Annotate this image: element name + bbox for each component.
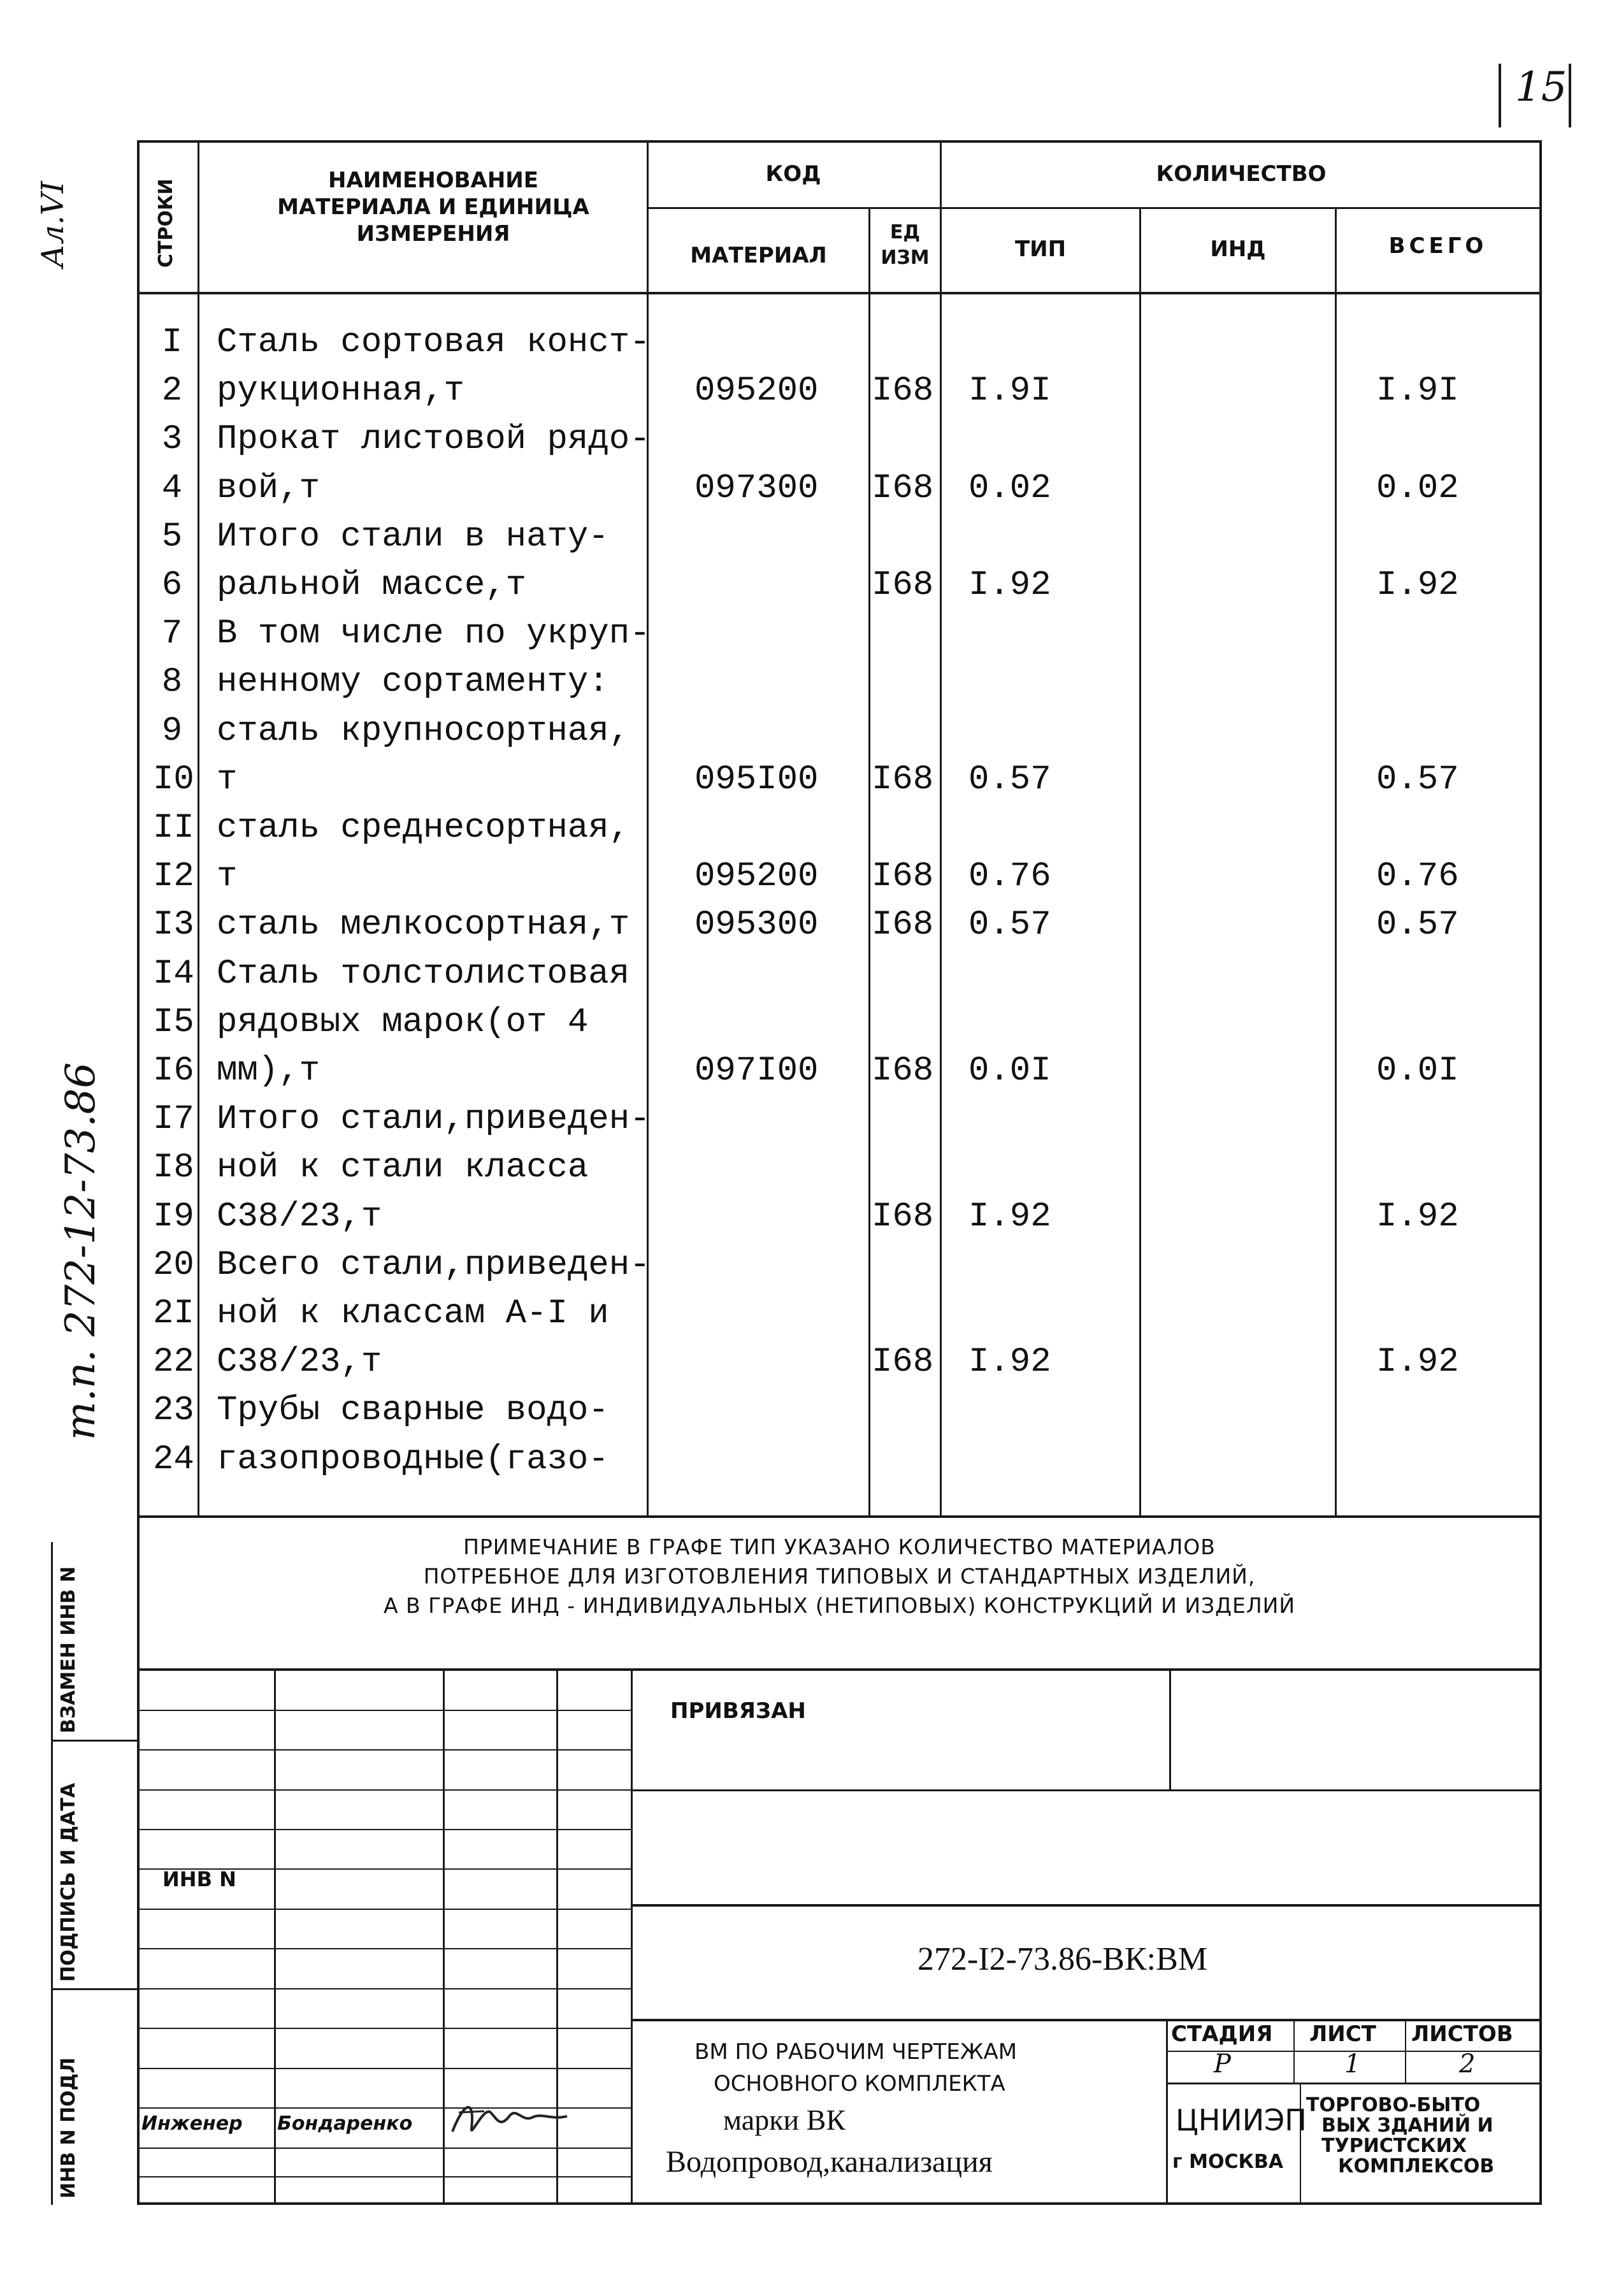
row-number: 9 (161, 711, 183, 751)
row-qty-total: I.9I (1376, 372, 1459, 411)
row-number: I4 (153, 954, 194, 993)
row-material-name: сталь среднесортная, (217, 809, 630, 848)
table-row (0, 756, 1542, 804)
row-number: 5 (161, 517, 183, 556)
row-material-name: Итого стали,приведен- (217, 1100, 651, 1139)
zone-label-inv-original: ИНВ N ПОДЛ (57, 2057, 80, 2199)
row-number: 23 (153, 1391, 194, 1431)
table-row (0, 1387, 1542, 1435)
note-line-3: А В ГРАФЕ ИНД - ИНДИВИДУАЛЬНЫХ (НЕТИПОВЫХ) КОНСТРУКЦИЙ И ИЗДЕЛИЙ (383, 1593, 1296, 1618)
header-unit: ЕД ИЗМ (881, 221, 930, 269)
row-number: 8 (161, 663, 183, 702)
row-number: I3 (153, 906, 194, 945)
row-number: 7 (161, 614, 183, 654)
row-number: 6 (161, 566, 183, 605)
row-number: I8 (153, 1148, 194, 1188)
table-row (0, 610, 1542, 658)
row-material-name: сталь мелкосортная,т (217, 906, 630, 945)
row-qty-total: I.92 (1376, 566, 1459, 605)
engineer-role: Инженер (141, 2112, 243, 2135)
header-total: ВСЕГО (1388, 233, 1488, 259)
row-material-name: т (217, 857, 238, 897)
header-code: КОД (765, 161, 821, 187)
engineer-name: Бондаренко (277, 2112, 413, 2135)
row-number: I7 (153, 1100, 194, 1139)
header-material-name: НАИМЕНОВАНИЕ МАТЕРИАЛА И ЕДИНИЦА ИЗМЕРЕНИЯ (277, 168, 589, 247)
row-material-name: рядовых марок(от 4 (217, 1002, 589, 1042)
row-qty-type: I.92 (968, 1197, 1051, 1236)
row-material-name: газопроводные(газо- (217, 1440, 609, 1479)
row-qty-total: I.92 (1376, 1343, 1459, 1382)
row-number: I2 (153, 857, 194, 897)
row-qty-type: 0.57 (968, 906, 1051, 945)
table-row (0, 999, 1542, 1047)
row-material-name: рукционная,т (217, 372, 464, 411)
row-material-code: 095200 (694, 372, 819, 411)
inv-no-label: ИНВ N (162, 1867, 236, 1891)
doc-desc-line-1: ВМ ПО РАБОЧИМ ЧЕРТЕЖАМ (694, 2039, 1018, 2065)
row-unit-code: I68 (872, 906, 934, 945)
row-number: 22 (153, 1343, 194, 1382)
sheet-value: 1 (1344, 2049, 1361, 2079)
row-material-name: С38/23,т (217, 1197, 382, 1236)
row-material-name: ральной массе,т (217, 566, 527, 605)
row-number: 3 (161, 420, 183, 459)
row-material-code: 097I00 (694, 1051, 819, 1090)
table-row (0, 1290, 1542, 1338)
row-number: 24 (153, 1440, 194, 1479)
org-department: ТОРГОВО-БЫТО ВЫХ ЗДАНИЙ И ТУРИСТСКИХ КОМПЛЕКСОВ (1306, 2094, 1495, 2177)
row-unit-code: I68 (872, 468, 934, 508)
doc-desc-line-4: Водопровод,канализация (666, 2145, 993, 2179)
row-unit-code: I68 (872, 566, 934, 605)
row-qty-type: 0.57 (968, 760, 1051, 799)
stage-value: Р (1214, 2049, 1231, 2079)
note-block (140, 1533, 1539, 1621)
org-city: г МОСКВА (1172, 2151, 1284, 2173)
row-qty-type: 0.02 (968, 468, 1051, 508)
table-row (0, 1047, 1542, 1095)
row-unit-code: I68 (872, 857, 934, 897)
row-qty-type: I.9I (968, 372, 1051, 411)
row-material-name: Итого стали в нату- (217, 517, 609, 556)
table-row (0, 1338, 1542, 1387)
row-material-name: ной к стали класса (217, 1148, 589, 1188)
project-number-handwritten: т.п. 272-12-73.86 (57, 1062, 104, 1440)
row-number: 2I (153, 1294, 194, 1333)
table-row (0, 465, 1542, 513)
row-number: 20 (153, 1245, 194, 1285)
row-material-code: 095I00 (694, 760, 819, 799)
zone-label-replace-inv: ВЗАМЕН ИНВ N (57, 1566, 80, 1733)
table-row (0, 901, 1542, 949)
sheet-label: ЛИСТ (1309, 2021, 1376, 2047)
table-row (0, 319, 1542, 367)
table-row (0, 561, 1542, 610)
note-line-1: ПРИМЕЧАНИЕ В ГРАФЕ ТИП УКАЗАНО КОЛИЧЕСТВО МАТЕРИАЛОВ (463, 1534, 1216, 1559)
row-unit-code: I68 (872, 1051, 934, 1090)
row-material-name: ной к классам А-I и (217, 1294, 609, 1333)
table-row (0, 513, 1542, 561)
row-qty-type: I.92 (968, 1343, 1051, 1382)
row-qty-type: 0.0I (968, 1051, 1051, 1090)
row-material-name: Трубы сварные водо- (217, 1391, 609, 1431)
row-material-name: В том числе по укруп- (217, 614, 651, 654)
row-material-name: Прокат листовой рядо- (217, 420, 651, 459)
header-material: МАТЕРИАЛ (690, 243, 827, 268)
row-material-name: Всего стали,приведен- (217, 1245, 651, 1285)
row-qty-total: 0.57 (1376, 760, 1459, 799)
document-code: 272-I2-73.86-ВК:ВМ (917, 1941, 1207, 1977)
row-qty-total: 0.02 (1376, 468, 1459, 508)
table-row (0, 707, 1542, 756)
table-row (0, 415, 1542, 464)
table-row (0, 367, 1542, 415)
org-name: ЦНИИЭП (1176, 2103, 1307, 2137)
row-material-code: 095300 (694, 906, 819, 945)
sheet-number: 15 (1515, 64, 1567, 111)
row-material-name: вой,т (217, 468, 320, 508)
row-number: II (153, 809, 194, 848)
row-qty-type: 0.76 (968, 857, 1051, 897)
header-individual: ИНД (1210, 236, 1266, 262)
row-material-name: ненному сортаменту: (217, 663, 609, 702)
header-quantity: КОЛИЧЕСТВО (1156, 161, 1327, 187)
row-number: 2 (161, 372, 183, 411)
row-material-name: Сталь сортовая конст- (217, 323, 651, 362)
table-row (0, 804, 1542, 853)
table-row (0, 1436, 1542, 1484)
row-qty-type: I.92 (968, 566, 1051, 605)
row-number: I (161, 323, 183, 362)
row-unit-code: I68 (872, 1197, 934, 1236)
table-row (0, 658, 1542, 707)
sheets-label: ЛИСТОВ (1411, 2021, 1513, 2047)
table-row (0, 950, 1542, 999)
row-material-name: С38/23,т (217, 1343, 382, 1382)
note-line-2: ПОТРЕБНОЕ ДЛЯ ИЗГОТОВЛЕНИЯ ТИПОВЫХ И СТАНДАРТНЫХ ИЗДЕЛИЙ, (423, 1564, 1256, 1589)
row-qty-total: 0.76 (1376, 857, 1459, 897)
table-row (0, 1193, 1542, 1241)
table-row (0, 853, 1542, 901)
row-unit-code: I68 (872, 372, 934, 411)
row-number: I5 (153, 1002, 194, 1042)
row-qty-total: 0.57 (1376, 906, 1459, 945)
header-type: ТИП (1014, 236, 1067, 262)
table-row (0, 1095, 1542, 1144)
row-material-name: сталь крупносортная, (217, 711, 630, 751)
zone-label-signature-date: ПОДПИСЬ И ДАТА (57, 1782, 80, 1982)
row-unit-code: I68 (872, 1343, 934, 1382)
row-material-name: т (217, 760, 238, 799)
row-unit-code: I68 (872, 760, 934, 799)
table-row (0, 1144, 1542, 1192)
row-qty-total: I.92 (1376, 1197, 1459, 1236)
row-material-code: 097300 (694, 468, 819, 508)
row-qty-total: 0.0I (1376, 1051, 1459, 1090)
row-number: I9 (153, 1197, 194, 1236)
row-number: I0 (153, 760, 194, 799)
doc-desc-line-2: ОСНОВНОГО КОМПЛЕКТА (714, 2071, 1005, 2097)
table-row (0, 1241, 1542, 1290)
header-rows-label: СТРОКИ (155, 178, 177, 268)
stage-label: СТАДИЯ (1171, 2021, 1273, 2047)
engineer-signature-icon (446, 2093, 573, 2144)
linked-label: ПРИВЯЗАН (670, 1698, 806, 1724)
row-material-name: Сталь толстолистовая (217, 954, 630, 993)
row-material-code: 095200 (694, 857, 819, 897)
sheets-value: 2 (1459, 2049, 1476, 2079)
row-material-name: мм),т (217, 1051, 320, 1090)
doc-desc-line-3: марки ВК (723, 2104, 846, 2136)
row-number: I6 (153, 1051, 194, 1090)
row-number: 4 (161, 468, 183, 508)
album-mark: Ал.VI (35, 181, 71, 268)
